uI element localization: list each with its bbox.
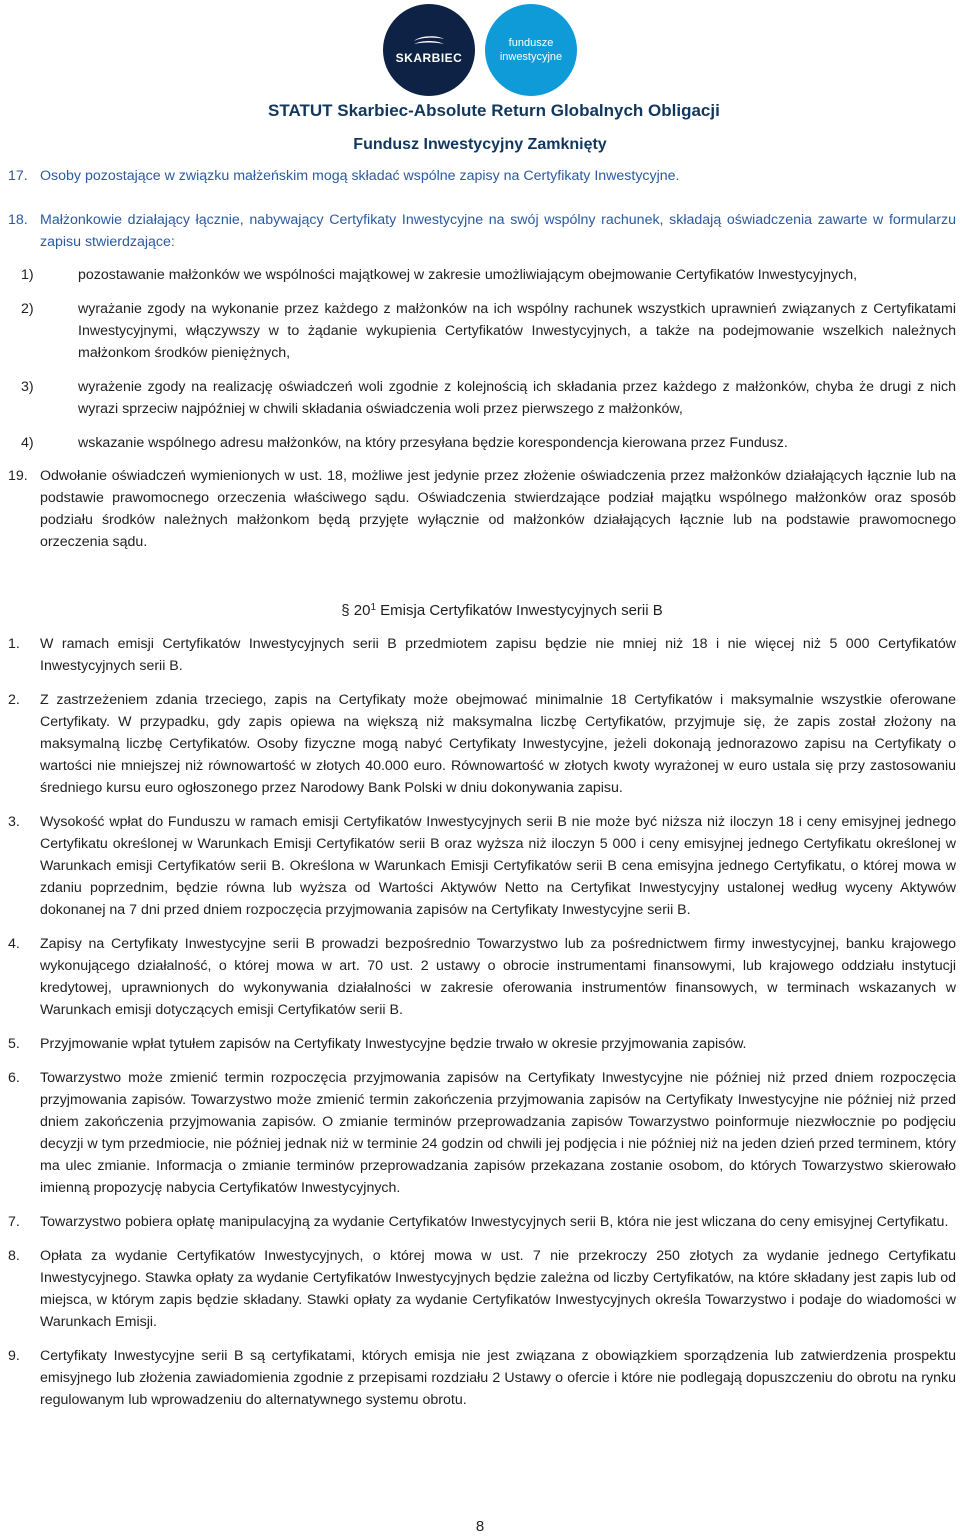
skarbiec-wordmark: SKARBIEC (395, 51, 463, 65)
list-item-number: 1) (21, 267, 34, 283)
section-heading (48, 597, 956, 622)
paragraph-text: Wysokość wpłat do Funduszu w ramach emisji Certyfikatów Inwestycyjnych serii B nie może być niższa niż iloczyn 18 i ceny emisyjnej jednego Certyfikatu określonej w Warunkach Emisji Certyfikatów serii B oraz wyższa niż iloczyn 5 000 i ceny emisyjnej jednego Certyfikatu określonej w Warunkach emisji Certyfikatów serii B. Określona w Warunkach Emisji Certyfikatów serii B cena emisyjna jednego Certyfikatu, o której mowa w zdaniu poprzednim, będzie równa lub wyższa od Wartości Aktywów Netto na Certyfikat Inwestycyjny ustalonej według wyceny Aktywów dokonanej na 7 dni przed dniem rozpoczęcia przyjmowania zapisów na Certyfikaty Inwestycyjne serii B. (40, 814, 956, 918)
section-title: Emisja Certyfikatów Inwestycyjnych serii B (380, 602, 663, 619)
list-item-text: wskazanie wspólnego adresu małżonków, na który przesyłana będzie korespondencja kierowana przez Fundusz. (78, 435, 788, 451)
section-symbol: § (341, 602, 350, 619)
paragraph-number: 5. (8, 1036, 20, 1052)
paragraph-number: 7. (8, 1214, 20, 1230)
document-body (8, 165, 956, 1411)
document-subtitle: Fundusz Inwestycyjny Zamknięty (353, 136, 607, 153)
list-item-number: 2) (21, 301, 34, 317)
section-18-number: 18. (8, 212, 28, 228)
paragraph-3 (8, 811, 956, 921)
paragraph-text: Zapisy na Certyfikaty Inwestycyjne serii B prowadzi bezpośrednio Towarzystwo lub za pośrednictwem firmy inwestycyjnej, banku krajowego wykonującego działalność, o której mowa w art. 70 ust. 2 ustawy o obrocie instrumentami finansowymi, lub krajowego oddziału instytucji kredytowej, uprawnionych do wykonywania działalności w zakresie oferowania instrumentów finansowych, w terminach wskazanych w Warunkach emisji dotyczących emisji Certyfikatów serii B. (40, 936, 956, 1018)
fundusze-logo-line1: fundusze (508, 37, 554, 49)
paragraph-text: W ramach emisji Certyfikatów Inwestycyjnych serii B przedmiotem zapisu będzie nie mniej niż 18 i nie więcej niż 5 000 Certyfikatów Inwestycyjnych serii B. (40, 636, 956, 674)
paragraph-number: 1. (8, 636, 20, 652)
list-item-number: 4) (21, 435, 34, 451)
skarbiec-logo (383, 4, 475, 96)
skarbiec-mark-icon (412, 35, 446, 47)
paragraph-number: 4. (8, 936, 20, 952)
section-18-text: Małżonkowie działający łącznie, nabywający Certyfikaty Inwestycyjne na swój wspólny rachunek, składają oświadczenia zawarte w formularzu zapisu stwierdzające: (40, 212, 956, 250)
paragraph-7 (8, 1211, 956, 1233)
section-18-item-2 (8, 298, 956, 364)
list-item-text: wyrażanie zgody na wykonanie przez każdego z małżonków na ich wspólny rachunek wszystkich uprawnień związanych z Certyfikatami Inwestycyjnymi, włączywszy w to żądanie wykupienia Certyfikatów Inwestycyjnych, a także na podejmowanie wszelkich należnych małżonkom środków pieniężnych, (78, 301, 956, 361)
page-number: 8 (475, 1518, 485, 1535)
fundusze-logo-line2: inwestycyjne (499, 51, 563, 63)
header-logos (383, 4, 583, 100)
paragraph-2 (8, 689, 956, 799)
paragraph-text: Towarzystwo pobiera opłatę manipulacyjną za wydanie Certyfikatów Inwestycyjnych serii B, która nie jest wliczana do ceny emisyjnej Certyfikatu. (40, 1214, 949, 1230)
section-17-text: Osoby pozostające w związku małżeńskim mogą składać wspólne zapisy na Certyfikaty Inwestycyjne. (40, 168, 680, 184)
paragraph-5 (8, 1033, 956, 1055)
paragraph-number: 6. (8, 1070, 20, 1086)
paragraph-text: Przyjmowanie wpłat tytułem zapisów na Certyfikaty Inwestycyjne będzie trwało w okresie przyjmowania zapisów. (40, 1036, 747, 1052)
paragraph-text: Opłata za wydanie Certyfikatów Inwestycyjnych, o której mowa w ust. 7 nie przekroczy 250 złotych za wydanie jednego Certyfikatu Inwestycyjnego. Stawka opłaty za wydanie Certyfikatów Inwestycyjnych będzie zależna od liczby Certyfikatów, na które składany jest zapis lub od miejsca, w którym zapis będzie składany. Stawki opłaty za wydanie Certyfikatów Inwestycyjnych określa Towarzystwo i podaje do wiadomości w Warunkach Emisji. (40, 1248, 956, 1330)
paragraph-number: 8. (8, 1248, 20, 1264)
paragraph-text: Z zastrzeżeniem zdania trzeciego, zapis na Certyfikaty może obejmować minimalnie 18 Certyfikatów i maksymalnie wszystkie oferowane Certyfikaty. W przypadku, gdy zapis opiewa na większą niż maksymalna liczbę Certyfikatów, przyjmuje się, że zapis został złożony na maksymalną liczbę Certyfikatów. Osoby fizyczne mogą nabyć Certyfikaty Inwestycyjne, jeżeli dokonają jednorazowo zapisu na Certyfikaty o wartości nie mniejszej niż równowartość w złotych 40.000 euro. Równowartość w złotych kwoty wyrażonej w euro ustala się przy zastosowaniu średniego kursu euro ogłoszonego przez Narodowy Bank Polski w dniu dokonywania zapisu. (40, 692, 956, 796)
list-item-number: 3) (21, 379, 34, 395)
paragraph-6 (8, 1067, 956, 1199)
section-17 (8, 165, 956, 187)
paragraph-8 (8, 1245, 956, 1333)
section-18-item-1 (8, 264, 956, 286)
paragraph-1 (8, 633, 956, 677)
section-19 (8, 465, 956, 553)
section-19-text: Odwołanie oświadczeń wymienionych w ust. 18, możliwe jest jedynie przez złożenie oświadczenia przez małżonków działających łącznie lub na podstawie prawomocnego orzeczenia właściwego sądu. Oświadczenia stwierdzające podział majątku wspólnego małżonków oraz sposób podziału środków należnych małżonkom będą przyjęte wyłącznie od małżonków działających łącznie lub na podstawie prawomocnego orzeczenia sądu. (40, 468, 956, 550)
paragraph-number: 9. (8, 1348, 20, 1364)
paragraph-4 (8, 933, 956, 1021)
list-item-text: pozostawanie małżonków we wspólności majątkowej w zakresie umożliwiającym obejmowanie Certyfikatów Inwestycyjnych, (78, 267, 858, 283)
section-18-item-3 (8, 376, 956, 420)
section-18 (8, 209, 956, 253)
list-item-text: wyrażenie zgody na realizację oświadczeń woli zgodnie z kolejnością ich składania przez każdego z małżonków, chyba że drugi z nich wyrazi sprzeciw najpóźniej w chwili składania oświadczenia woli przez pierwszego z małżonków, (78, 379, 956, 417)
section-number: 20 (353, 602, 371, 619)
paragraph-9 (8, 1345, 956, 1411)
paragraph-text: Certyfikaty Inwestycyjne serii B są certyfikatami, których emisja nie jest związana z obowiązkiem sporządzenia lub zatwierdzenia prospektu emisyjnego lub złożenia zawiadomienia zgodnie z przepisami rozdziału 2 Ustawy o ofercie i które nie podlegają dopuszczeniu do obrotu na rynku regulowanym lub wprowadzeniu do alternatywnego systemu obrotu. (40, 1348, 956, 1408)
section-19-number: 19. (8, 468, 28, 484)
fundusze-logo (485, 4, 577, 96)
paragraph-number: 3. (8, 814, 20, 830)
section-17-number: 17. (8, 168, 28, 184)
document-title: STATUT Skarbiec-Absolute Return Globalnych Obligacji (268, 101, 720, 120)
paragraph-text: Towarzystwo może zmienić termin rozpoczęcia przyjmowania zapisów na Certyfikaty Inwestycyjne nie później niż przed dniem rozpoczęcia przyjmowania zapisów. Towarzystwo może zmienić termin zakończenia przyjmowania zapisów na Certyfikaty Inwestycyjne nie później niż przed dniem zakończenia przyjmowania zapisów. O zmianie terminów przeprowadzania zapisów Towarzystwo poinformuje niezwłocznie po podjęciu decyzji w tym przedmiocie, nie później jednak niż w terminie 24 godzin od chwili jej podjęcia i nie później niż na jeden dzień przed terminem, który ma ulec zmianie. Informacja o zmianie terminów przeprowadzania zapisów przekazana zostanie osobom, do których Towarzystwo skierowało imienną propozycję nabycia Certyfikatów Inwestycyjnych. (40, 1070, 956, 1196)
section-18-item-4 (8, 432, 956, 454)
paragraph-number: 2. (8, 692, 20, 708)
section-superscript: 1 (370, 602, 376, 613)
